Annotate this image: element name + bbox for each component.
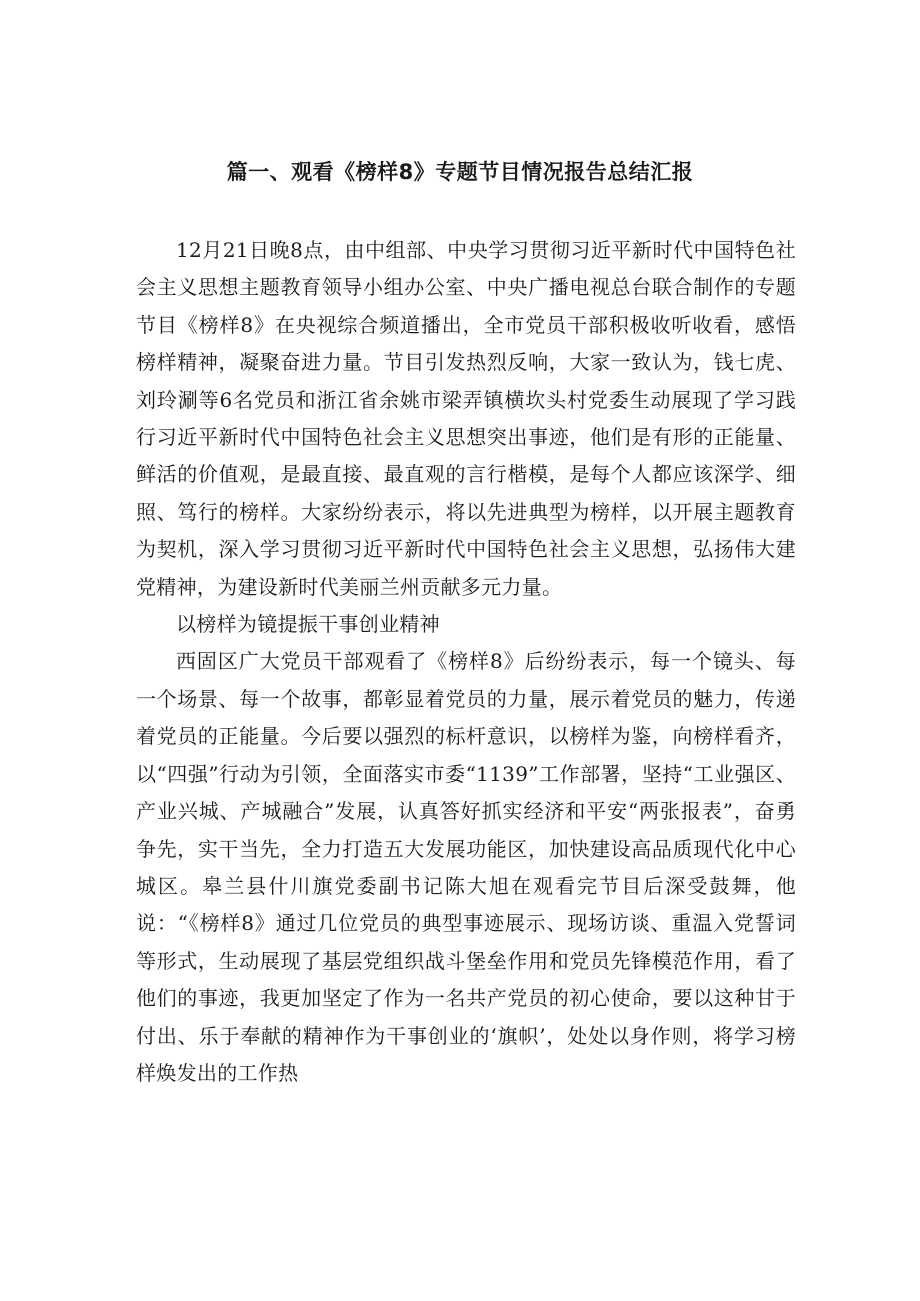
paragraph-intro: 12月21日晚8点，由中组部、中央学习贯彻习近平新时代中国特色社会主义思想主题教育领导小组办公室、中央广播电视总台联合制作的专题节目《榜样8》在央视综合频道播出，全市党员干部积极收听收看，感悟榜样精神，凝聚奋进力量。节目引发热烈反响，大家一致认为，钱七虎、刘玲涮等6名党员和浙江省余姚市梁弄镇横坎头村党委生动展现了学习践行习近平新时代中国特色社会主义思想突出事迹，他们是有形的正能量、鲜活的价值观，是最直接、最直观的言行楷模，是每个人都应该深学、细照、笃行的榜样。大家纷纷表示，将以先进典型为榜样，以开展主题教育为契机，深入学习贯彻习近平新时代中国特色社会主义思想，弘扬伟大建党精神，为建设新时代美丽兰州贡献多元力量。 [136, 238, 796, 599]
paragraph-xigu: 西固区广大党员干部观看了《榜样8》后纷纷表示，每一个镜头、每一个场景、每一个故事，都彰显着党员的力量，展示着党员的魅力，传递着党员的正能量。今后要以强烈的标杆意识，以榜样为鉴，向榜样看齐，以“四强”行动为引领，全面落实市委“1139”工作部署，坚持“工业强区、产业兴城、产城融合”发展，认真答好抓实经济和平安“两张报表”，奋勇争先，实干当先，全力打造五大发展功能区，加快建设高品质现代化中心城区。皋兰县什川旗党委副书记陈大旭在观看完节目后深受鼓舞，他说：“《榜样8》通过几位党员的典型事迹展示、现场访谈、重温入党誓词等形式，生动展现了基层党组织战斗堡垒作用和党员先锋模范作用，看了他们的事迹，我更加坚定了作为一名共产党员的初心使命，要以这种甘于付出、乐于奉献的精神作为干事创业的‘旗帜’，处处以身作则，将学习榜样焕发出的工作热 [136, 649, 796, 1085]
document-title: 篇一、观看《榜样8》专题节目情况报告总结汇报 [226, 160, 694, 184]
section-heading: 以榜样为镜提振干事创业精神 [176, 612, 440, 637]
document-body [136, 232, 796, 1092]
